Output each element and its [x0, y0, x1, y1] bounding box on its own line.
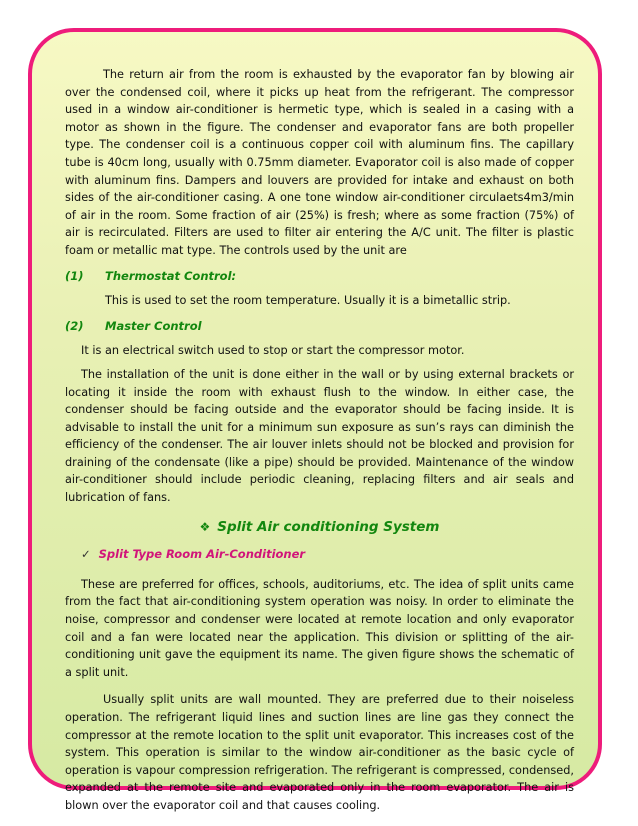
document-content	[65, 66, 574, 815]
paragraph-split-units-intro: These are preferred for offices, schools, auditoriums, etc. The idea of split units came from the fact that air-conditioning system operation was noisy. In order to eliminate the noise, compressor and condenser were located at remote location and only evaporator coil and a fan were located near the application. This division or splitting of the air- conditioning unit gave the equipment its name. The given figure shows the schematic of a split unit.	[65, 577, 574, 679]
item-title: Master Control	[105, 318, 202, 333]
item-master-control-heading	[65, 318, 574, 336]
paragraph-installation: The installation of the unit is done either in the wall or by using external brackets or locating it inside the room with exhaust flush to the window. In either case, the condenser should be facing outside and the evaporator should be facing inside. It is advisable to install the unit for a minimum sun exposure as sun’s rays can diminish the efficiency of the condenser. The air louver inlets should not be blocked and provision for draining of the condensate (like a pipe) should be provided. Maintenance of the window air-conditioner should include periodic cleaning, replacing filters and air seals and lubrication of fans.	[65, 367, 574, 505]
item-number: (1)	[65, 268, 84, 283]
section-heading	[65, 519, 574, 537]
paragraph-master-control: It is an electrical switch used to stop or start the compressor motor.	[81, 344, 465, 358]
paragraph-window-ac-description: The return air from the room is exhausted by the evaporator fan by blowing air over the condensed coil, where it picks up heat from the refrigerant. The compressor used in a window air-conditioner is hermetic type, which is sealed in a casing with a motor as shown in the figure. The condenser and evaporator fans are both propeller type. The condenser coil is a continuous copper coil with aluminum fins. The capillary tube is 40cm long, usually with 0.75mm diameter. Evaporator coil is also made of copper with aluminum fins. Dampers and louvers are provided for intake and exhaust on both sides of the air-conditioner casing. A one tone window air-conditioner circulaets4m3/min of air in the room. Some fraction of air (25%) is fresh; where as some fraction (75%) of air is recirculated. Filters are used to filter air entering the A/C unit. The filter is plastic foam or metallic mat type. The controls used by the unit are	[65, 68, 574, 257]
section-title-text: Split Air conditioning System	[217, 518, 440, 535]
diamond-bullet-icon: ❖	[199, 519, 211, 534]
checkmark-icon: ✓	[81, 547, 91, 562]
item-title: Thermostat Control:	[105, 268, 237, 283]
item-thermostat-heading	[65, 268, 574, 286]
item-thermostat-body: This is used to set the room temperature. Usually it is a bimetallic strip.	[105, 294, 511, 308]
subsection-title-text: Split Type Room Air-Conditioner	[98, 547, 306, 562]
subsection-heading	[81, 546, 574, 564]
item-number: (2)	[65, 318, 84, 333]
paragraph-split-units-operation: Usually split units are wall mounted. They are preferred due to their noiseless operation. The refrigerant liquid lines and suction lines are line gas they connect the compressor at the remote location to the split unit evaporator. This increases cost of the system. This operation is similar to the window air-conditioner as the basic cycle of operation is vapour compression refrigeration. The refrigerant is compressed, condensed, expanded at the remote site and evaporated only in the room evaporator. The air is blown over the evaporator coil and that causes cooling.	[65, 693, 574, 812]
